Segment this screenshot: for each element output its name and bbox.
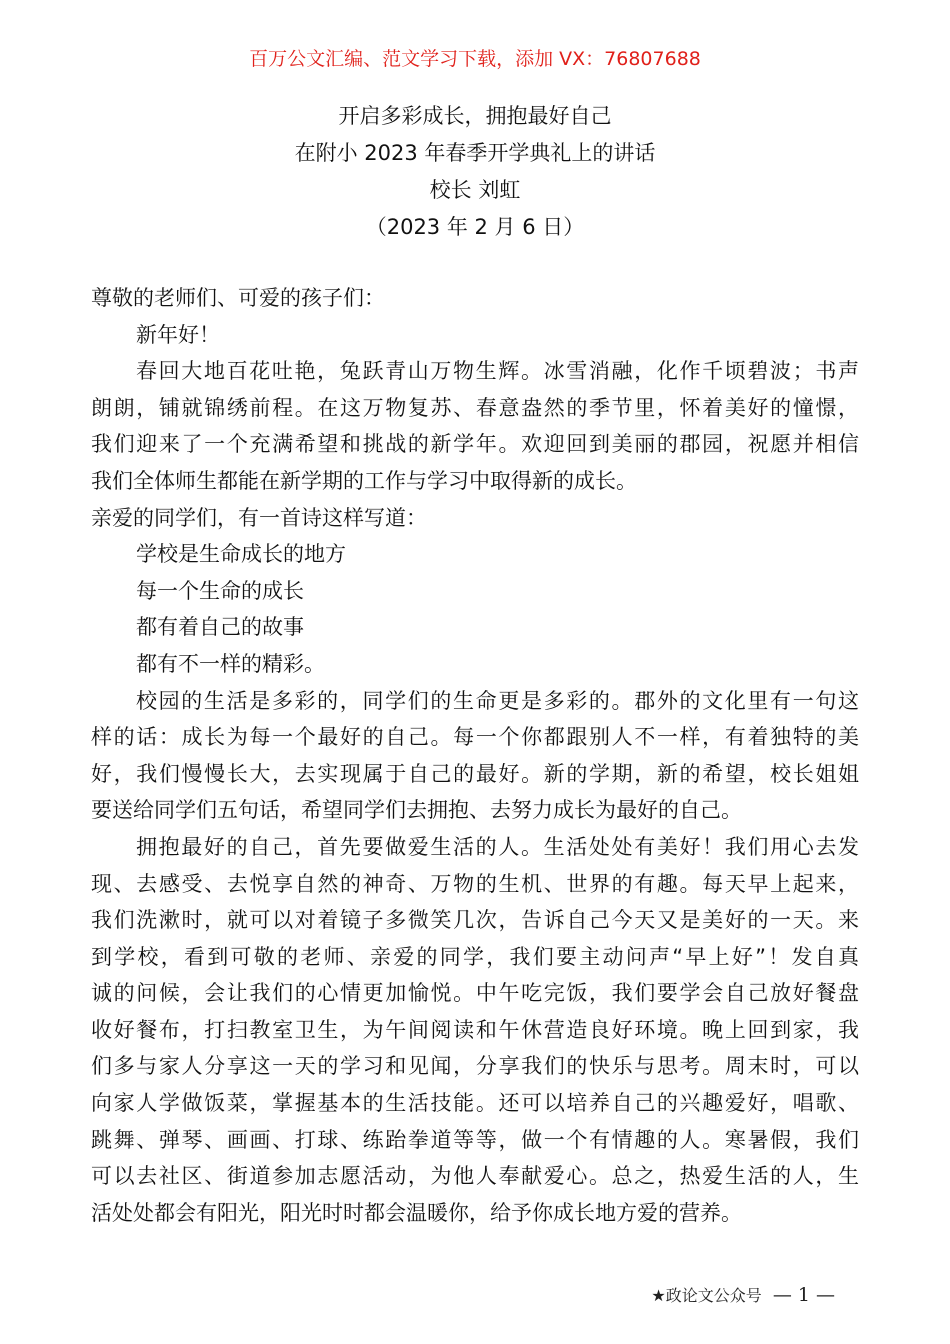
paragraph-line: 们多与家人分享这一天的学习和见闻，分享我们的快乐与思考。周末时，可以: [91, 1054, 859, 1079]
paragraph-line: 好，我们慢慢长大，去实现属于自己的最好。新的学期，新的希望，校长姐姐: [91, 761, 859, 786]
paragraph-line: 校园的生活是多彩的，同学们的生命更是多彩的。郡外的文化里有一句这: [136, 688, 859, 713]
paragraph-line: 诚的问候，会让我们的心情更加愉悦。中午吃完饭，我们要学会自己放好餐盘: [91, 981, 859, 1006]
paragraph-line: 收好餐布，打扫教室卫生，为午间阅读和午休营造良好环境。晚上回到家，我: [91, 1017, 859, 1042]
poem-line: 每一个生命的成长: [136, 578, 304, 603]
paragraph-4: [91, 829, 859, 1232]
speaker-line: 校长 刘虹: [429, 178, 521, 202]
title-block: [0, 98, 950, 246]
header-banner: 百万公文汇编、范文学习下载，添加 VX：76807688: [249, 48, 701, 70]
speech-body: [91, 280, 859, 1231]
paragraph-line: 跳舞、弹琴、画画、打球、练跆拳道等等，做一个有情趣的人。寒暑假，我们: [91, 1127, 859, 1152]
paragraph-1: [91, 353, 859, 499]
paragraph-line: 春回大地百花吐艳，兔跃青山万物生辉。冰雪消融，化作千顷碧波；书声: [136, 359, 859, 384]
paragraph-line: 我们洗漱时，就可以对着镜子多微笑几次，告诉自己今天又是美好的一天。来: [91, 908, 859, 933]
speech-title: 开启多彩成长，拥抱最好自己: [338, 104, 612, 128]
poem-line: 学校是生命成长的地方: [136, 542, 346, 567]
poem-line: 都有着自己的故事: [136, 615, 304, 640]
paragraph-line: 朗朗，铺就锦绣前程。在这万物复苏、春意盎然的季节里，怀着美好的憧憬，: [91, 395, 859, 420]
paragraph-line: 拥抱最好的自己，首先要做爱生活的人。生活处处有美好！我们用心去发: [136, 834, 859, 859]
footer-source: ★政论文公众号: [651, 1286, 762, 1305]
paragraph-line: 向家人学做饭菜，掌握基本的生活技能。还可以培养自己的兴趣爱好，唱歌、: [91, 1091, 859, 1116]
paragraph-2: 亲爱的同学们，有一首诗这样写道：: [91, 505, 427, 530]
paragraph-line: 活处处都会有阳光，阳光时时都会温暖你，给予你成长地方爱的营养。: [91, 1200, 742, 1225]
page-number: — 1 —: [772, 1284, 835, 1306]
paragraph-line: 现、去感受、去悦享自然的神奇、万物的生机、世界的有趣。每天早上起来，: [91, 871, 859, 896]
paragraph-line: 要送给同学们五句话，希望同学们去拥抱、去努力成长为最好的自己。: [91, 798, 742, 823]
paragraph-3: [91, 683, 859, 829]
paragraph-line: 到学校，看到可敬的老师、亲爱的同学，我们要主动问声“早上好”！发自真: [91, 944, 859, 969]
salutation: 尊敬的老师们、可爱的孩子们：: [91, 286, 385, 310]
page-footer: [651, 1282, 835, 1309]
poem: [91, 536, 859, 682]
speech-subtitle: 在附小 2023 年春季开学典礼上的讲话: [294, 141, 656, 165]
paragraph-line: 样的话：成长为每一个最好的自己。每一个你都跟别人不一样，有着独特的美: [91, 725, 859, 750]
paragraph-line: 我们迎来了一个充满希望和挑战的新学年。欢迎回到美丽的郡园，祝愿并相信: [91, 432, 859, 457]
speech-date: （2023 年 2 月 6 日）: [365, 215, 585, 239]
poem-line: 都有不一样的精彩。: [136, 651, 325, 676]
paragraph-line: 可以去社区、街道参加志愿活动，为他人奉献爱心。总之，热爱生活的人，生: [91, 1164, 859, 1189]
greeting: 新年好！: [136, 322, 220, 347]
paragraph-line: 我们全体师生都能在新学期的工作与学习中取得新的成长。: [91, 468, 637, 493]
